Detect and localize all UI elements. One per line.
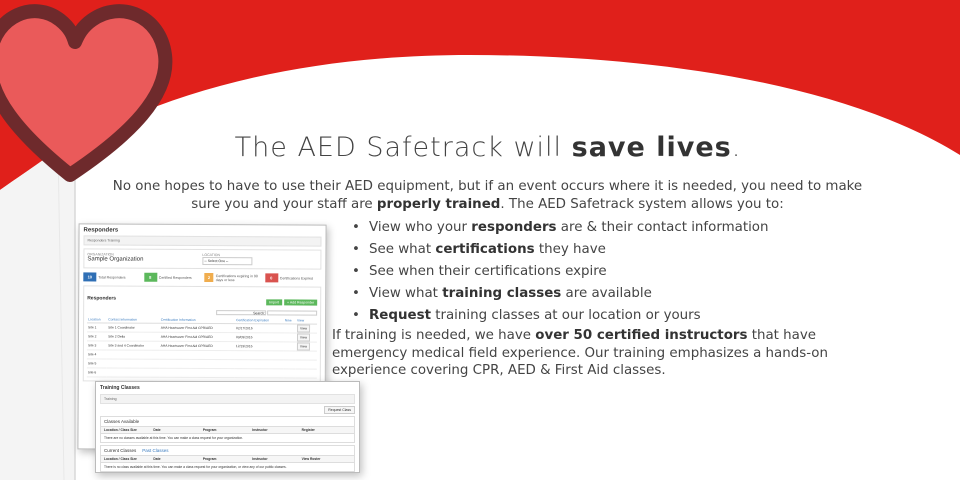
stat-label: Total Responders bbox=[98, 274, 126, 280]
col-header[interactable]: Nine bbox=[284, 317, 296, 324]
col-header[interactable]: Location bbox=[87, 316, 107, 323]
responders-title: Responders bbox=[83, 227, 119, 234]
table-row: Site 5 bbox=[87, 359, 317, 369]
table-search bbox=[87, 309, 317, 315]
outro-part1: If training is needed, we have bbox=[332, 328, 536, 343]
feature-item: • See when their certifications expire bbox=[352, 261, 872, 283]
feature-item: • View who your responders are & their contact information bbox=[352, 217, 872, 239]
tab-past-classes[interactable]: Past Classes bbox=[142, 448, 169, 453]
current-columns: Location / Class Size Date Program Instructor View Roster bbox=[101, 456, 354, 463]
feature-item: • See what certifications they have bbox=[352, 239, 872, 261]
table-row: Site 3 Site 3 and 4 Coordinator AHA Heartsaver First Aid CPR/AED 12/19/2016 View bbox=[87, 341, 317, 351]
feature-item: • Request training classes at our location or yours bbox=[352, 305, 872, 327]
stat-label: Certifications expiring in 90 days or less bbox=[215, 273, 258, 282]
stat-count: 10 bbox=[83, 272, 96, 281]
view-button[interactable]: View bbox=[297, 342, 310, 350]
feature-item: • View what training classes are available bbox=[352, 283, 872, 305]
stats-row bbox=[83, 272, 321, 282]
table-row: Site 6 bbox=[87, 368, 317, 378]
outro-part2: that have emergency medical field experience. Our training emphasizes a hands-on experience covering CPR, AED & First Aid classes. bbox=[332, 328, 828, 378]
training-breadcrumb: Training bbox=[100, 394, 355, 404]
stat-count: 2 bbox=[204, 273, 214, 282]
breadcrumb: Responders Training bbox=[83, 235, 321, 246]
classes-available-title: Classes Available bbox=[101, 417, 354, 427]
org-label: ORGANIZATION bbox=[87, 252, 114, 257]
intro-part1: No one hopes to have to use their AED equipment, but if an event occurs where it is needed, you need to make sure you and your staff are bbox=[112, 179, 863, 212]
stat-label: Certifications Expired bbox=[279, 275, 313, 281]
view-button[interactable]: View bbox=[297, 324, 310, 332]
responders-section-title: Responders bbox=[87, 295, 117, 302]
org-value: Sample Organization bbox=[87, 256, 144, 263]
stat-count: 8 bbox=[144, 273, 157, 282]
search-input[interactable] bbox=[267, 310, 317, 315]
responders-table bbox=[87, 316, 317, 378]
intro-part2: . The AED Safetrack system allows you to: bbox=[500, 197, 784, 212]
col-header[interactable]: Certification Information bbox=[160, 317, 235, 324]
stat-expired bbox=[265, 273, 322, 282]
intro-bold: properly trained bbox=[376, 197, 501, 212]
available-message: There are no classes available at this time. You can make a class request for your organization. bbox=[104, 436, 244, 440]
table-row: Site 2 Site 2 Delia AHA Heartsaver First Aid CPR/AED 03/09/2016 View bbox=[87, 332, 317, 342]
col-header[interactable]: Contact Information bbox=[107, 317, 160, 324]
add-responder-button[interactable]: + Add Responder bbox=[284, 299, 317, 305]
intro-paragraph bbox=[100, 178, 875, 214]
stat-expiring bbox=[204, 273, 261, 282]
current-message: There is no class available at this time. You can make a class request for your organization, or view any of our public classes. bbox=[104, 465, 287, 469]
headline-suffix: . bbox=[731, 132, 742, 163]
stat-certified bbox=[144, 273, 201, 282]
page-curl bbox=[0, 140, 75, 480]
col-header[interactable]: Certification Expiration bbox=[235, 317, 284, 324]
search-label: Search: bbox=[216, 310, 266, 315]
org-panel bbox=[83, 248, 321, 269]
headline bbox=[0, 132, 960, 163]
outro-bold: over 50 certified instructors bbox=[535, 328, 748, 343]
stat-label: Certified Responders bbox=[158, 275, 192, 280]
table-row: Site 4 bbox=[87, 350, 317, 360]
table-row: Site 1 Site 1 Coordinator AHA Heartsaver First Aid CPR/AED 02/17/2016 View bbox=[87, 323, 317, 333]
headline-bold: save lives bbox=[571, 132, 732, 163]
request-class-button[interactable]: Request Class bbox=[324, 406, 355, 414]
feature-list bbox=[352, 217, 872, 327]
classes-available-panel bbox=[100, 416, 355, 443]
training-screenshot bbox=[95, 381, 360, 473]
class-tabs bbox=[101, 446, 354, 456]
view-button[interactable]: View bbox=[297, 333, 310, 341]
import-button[interactable]: Import bbox=[266, 299, 282, 305]
tab-current-classes[interactable]: Current Classes bbox=[104, 448, 137, 453]
outro-paragraph bbox=[332, 327, 872, 380]
stat-total bbox=[83, 272, 140, 281]
current-classes-panel bbox=[100, 445, 355, 472]
training-title: Training Classes bbox=[100, 385, 140, 391]
responders-table-panel bbox=[83, 285, 321, 382]
location-label: LOCATION bbox=[202, 253, 221, 258]
headline-prefix: The AED Safetrack will bbox=[234, 132, 572, 163]
location-select[interactable]: -- Select One -- bbox=[202, 257, 252, 265]
col-header[interactable]: View bbox=[296, 317, 317, 324]
available-columns: Location / Class Size Date Program Instructor Register bbox=[101, 427, 354, 434]
stat-count: 0 bbox=[265, 273, 278, 282]
